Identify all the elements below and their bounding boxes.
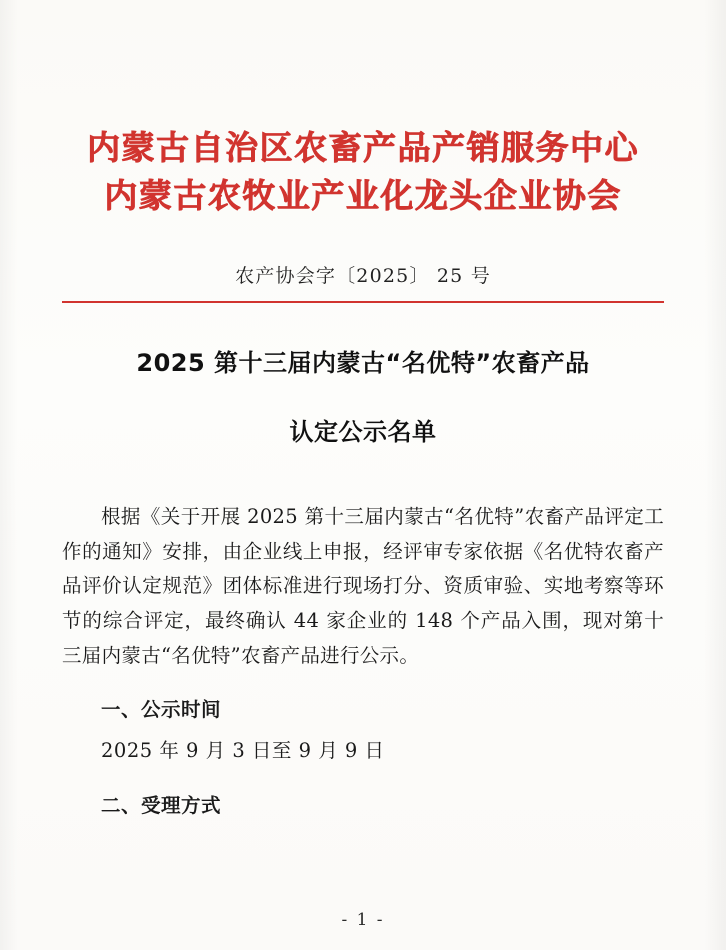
red-divider-rule xyxy=(62,301,664,303)
page-number: - 1 - xyxy=(341,910,385,930)
page-title-line-1: 2025 第十三届内蒙古“名优特”农畜产品 xyxy=(136,348,590,377)
letterhead-org-line-2: 内蒙古农牧业产业化龙头企业协会 xyxy=(104,176,622,216)
page-title-line-2: 认定公示名单 xyxy=(289,417,437,446)
document-title xyxy=(62,348,664,448)
letterhead-org-line-1: 内蒙古自治区农畜产品产销服务中心 xyxy=(87,128,639,167)
document-number: 农产协会字〔2025〕 25 号 xyxy=(235,264,491,287)
section-heading-1: 一、公示时间 xyxy=(101,698,222,722)
section-text-1: 2025 年 9 月 3 日至 9 月 9 日 xyxy=(101,739,385,763)
section-heading-2: 二、受理方式 xyxy=(101,793,222,817)
document-body xyxy=(62,500,664,824)
body-paragraph-1: 根据《关于开展 2025 第十三届内蒙古“名优特”农畜产品评定工作的通知》安排，由企业线上申报，经评审专家依据《名优特农畜产品评价认定规范》团体标准进行现场打分、资质审验、实地考察等环节的综合评定，最终确认 44 家企业的 148 个产品入围，现对第十三届内蒙古“名优特”农畜产品进行公示。 xyxy=(62,504,664,667)
letterhead xyxy=(62,128,664,217)
document-number-block xyxy=(62,261,664,303)
